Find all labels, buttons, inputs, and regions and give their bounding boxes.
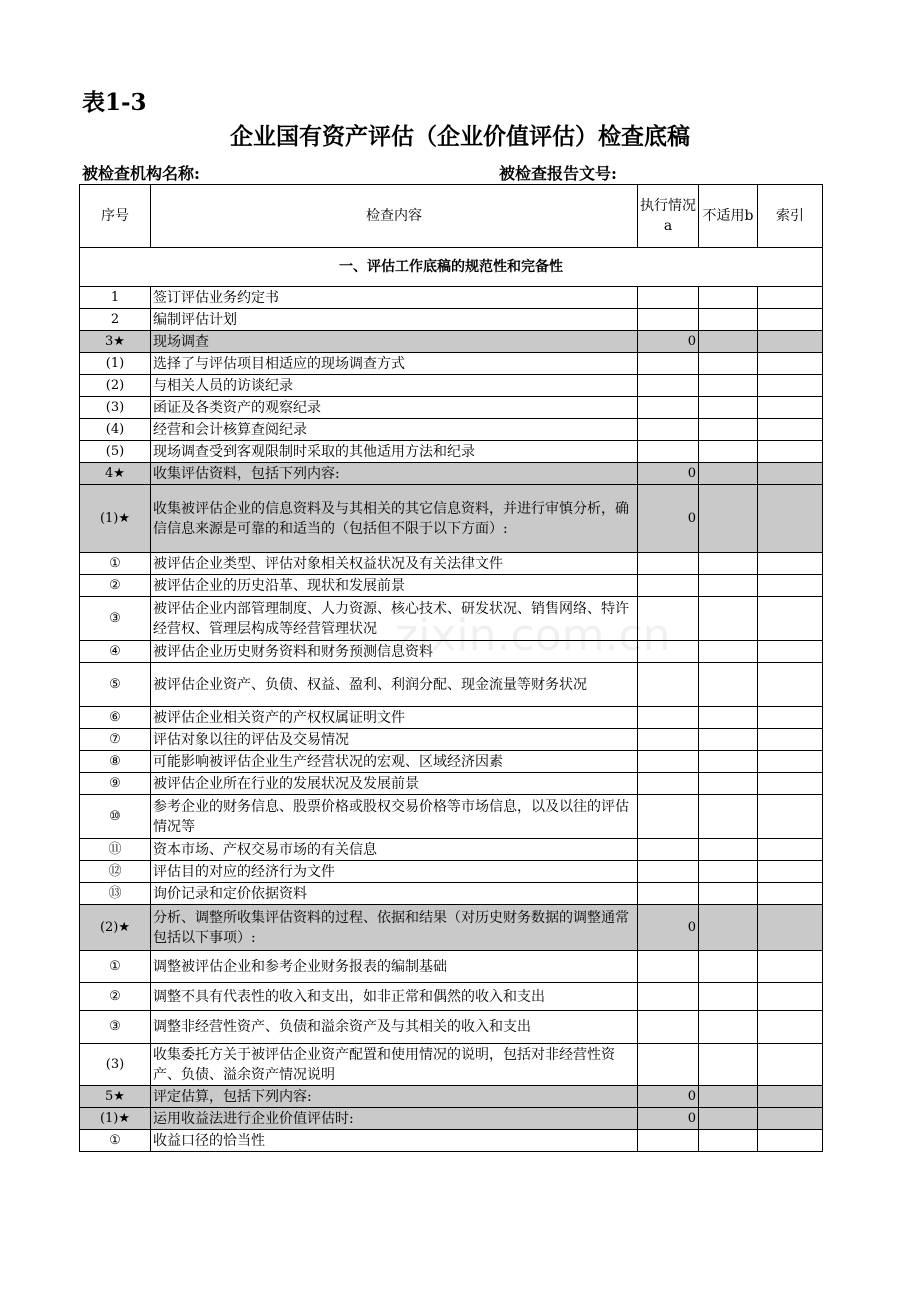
row-na (699, 1130, 758, 1152)
row-na (699, 861, 758, 883)
row-number: ① (80, 553, 151, 575)
row-content: 分析、调整所收集评估资料的过程、依据和结果（对历史财务数据的调整通常包括以下事项）: (151, 905, 638, 951)
row-content: 被评估企业内部管理制度、人力资源、核心技术、研发状况、销售网络、特许经营权、管理层构成等经营管理状况 (151, 597, 638, 641)
row-index (758, 1086, 823, 1108)
checklist-table (79, 184, 823, 1152)
row-content: 被评估企业历史财务资料和财务预测信息资料 (151, 641, 638, 663)
row-na (699, 773, 758, 795)
row-index (758, 397, 823, 419)
row-index (758, 463, 823, 485)
row-na (699, 641, 758, 663)
row-index (758, 773, 823, 795)
row-number: (4) (80, 419, 151, 441)
table-row (80, 795, 823, 839)
row-exec-status (638, 839, 699, 861)
row-number: (3) (80, 1044, 151, 1086)
row-index (758, 905, 823, 951)
row-number: 1 (80, 287, 151, 309)
row-number: ⑪ (80, 839, 151, 861)
col-header-index: 索引 (758, 185, 823, 248)
row-na (699, 597, 758, 641)
row-number: 2 (80, 309, 151, 331)
row-na (699, 729, 758, 751)
row-number: ⑤ (80, 663, 151, 707)
row-exec-status (638, 419, 699, 441)
row-exec-status (638, 707, 699, 729)
row-exec-status (638, 663, 699, 707)
row-number: (1) (80, 353, 151, 375)
row-content: 调整非经营性资产、负债和溢余资产及与其相关的收入和支出 (151, 1011, 638, 1044)
table-row (80, 951, 823, 983)
row-na (699, 485, 758, 553)
row-content: 询价记录和定价依据资料 (151, 883, 638, 905)
table-row (80, 309, 823, 331)
row-content: 被评估企业类型、评估对象相关权益状况及有关法律文件 (151, 553, 638, 575)
col-header-exec: 执行情况a (638, 185, 699, 248)
row-exec-status (638, 751, 699, 773)
row-number: (3) (80, 397, 151, 419)
row-exec-status (638, 553, 699, 575)
row-content: 运用收益法进行企业价值评估时: (151, 1108, 638, 1130)
table-row (80, 1011, 823, 1044)
row-content: 现场调查 (151, 331, 638, 353)
row-exec-status (638, 375, 699, 397)
row-content: 被评估企业相关资产的产权权属证明文件 (151, 707, 638, 729)
row-index (758, 553, 823, 575)
row-content: 现场调查受到客观限制时采取的其他适用方法和纪录 (151, 441, 638, 463)
row-number: (2)★ (80, 905, 151, 951)
row-content: 调整被评估企业和参考企业财务报表的编制基础 (151, 951, 638, 983)
table-row (80, 331, 823, 353)
row-exec-status (638, 729, 699, 751)
row-na (699, 707, 758, 729)
col-header-no: 序号 (80, 185, 151, 248)
table-row (80, 419, 823, 441)
row-number: ⑦ (80, 729, 151, 751)
table-row (80, 441, 823, 463)
row-na (699, 1044, 758, 1086)
table-row (80, 883, 823, 905)
row-exec-status: 0 (638, 485, 699, 553)
row-content: 收集委托方关于被评估企业资产配置和使用情况的说明，包括对非经营性资产、负债、溢余资产情况说明 (151, 1044, 638, 1086)
row-index (758, 353, 823, 375)
row-na (699, 905, 758, 951)
table-row (80, 641, 823, 663)
row-na (699, 287, 758, 309)
row-index (758, 1044, 823, 1086)
table-number: 表1-3 (82, 89, 147, 116)
header-row (80, 185, 823, 248)
row-na (699, 663, 758, 707)
row-number: ⑫ (80, 861, 151, 883)
table-row (80, 1044, 823, 1086)
row-content: 参考企业的财务信息、股票价格或股权交易价格等市场信息，以及以往的评估情况等 (151, 795, 638, 839)
document-title: 企业国有资产评估（企业价值评估）检查底稿 (230, 123, 690, 150)
row-exec-status: 0 (638, 463, 699, 485)
row-number: ⑨ (80, 773, 151, 795)
row-na (699, 1086, 758, 1108)
org-name-label: 被检查机构名称: (82, 164, 200, 183)
row-number: ① (80, 951, 151, 983)
row-index (758, 375, 823, 397)
table-row (80, 1130, 823, 1152)
section-title: 一、评估工作底稿的规范性和完备性 (80, 248, 823, 287)
row-na (699, 553, 758, 575)
row-index (758, 795, 823, 839)
row-index (758, 839, 823, 861)
row-exec-status (638, 1011, 699, 1044)
row-na (699, 375, 758, 397)
col-header-na: 不适用b (699, 185, 758, 248)
row-na (699, 353, 758, 375)
row-exec-status (638, 597, 699, 641)
row-na (699, 463, 758, 485)
row-number: ⑥ (80, 707, 151, 729)
row-index (758, 575, 823, 597)
section-row (80, 248, 823, 287)
row-exec-status (638, 641, 699, 663)
row-content: 被评估企业所在行业的发展状况及发展前景 (151, 773, 638, 795)
row-na (699, 795, 758, 839)
row-index (758, 751, 823, 773)
row-content: 经营和会计核算查阅纪录 (151, 419, 638, 441)
row-index (758, 883, 823, 905)
table-row (80, 729, 823, 751)
table-row (80, 773, 823, 795)
row-content: 可能影响被评估企业生产经营状况的宏观、区域经济因素 (151, 751, 638, 773)
row-number: (5) (80, 441, 151, 463)
row-exec-status: 0 (638, 905, 699, 951)
table-row (80, 1086, 823, 1108)
row-content: 评定估算，包括下列内容: (151, 1086, 638, 1108)
row-content: 评估目的对应的经济行为文件 (151, 861, 638, 883)
row-na (699, 983, 758, 1011)
row-index (758, 951, 823, 983)
row-index (758, 419, 823, 441)
row-number: ② (80, 575, 151, 597)
row-exec-status (638, 951, 699, 983)
row-number: ① (80, 1130, 151, 1152)
row-content: 与相关人员的访谈纪录 (151, 375, 638, 397)
row-na (699, 309, 758, 331)
row-exec-status (638, 575, 699, 597)
row-na (699, 839, 758, 861)
row-na (699, 751, 758, 773)
row-exec-status (638, 309, 699, 331)
table-row (80, 353, 823, 375)
row-index (758, 1011, 823, 1044)
row-number: ③ (80, 597, 151, 641)
table-row (80, 575, 823, 597)
table-row (80, 287, 823, 309)
svg-text:zixin.com.cn: zixin.com.cn (395, 610, 671, 660)
row-content: 评估对象以往的评估及交易情况 (151, 729, 638, 751)
row-na (699, 575, 758, 597)
row-exec-status (638, 773, 699, 795)
row-na (699, 883, 758, 905)
row-index (758, 331, 823, 353)
row-content: 被评估企业的历史沿革、现状和发展前景 (151, 575, 638, 597)
row-exec-status (638, 397, 699, 419)
row-content: 签订评估业务约定书 (151, 287, 638, 309)
rows-body (80, 287, 823, 1152)
row-number: ⑧ (80, 751, 151, 773)
row-na (699, 419, 758, 441)
row-index (758, 485, 823, 553)
row-content: 收益口径的恰当性 (151, 1130, 638, 1152)
row-na (699, 331, 758, 353)
table-row (80, 839, 823, 861)
row-index (758, 287, 823, 309)
row-number: (2) (80, 375, 151, 397)
row-number: ② (80, 983, 151, 1011)
row-index (758, 641, 823, 663)
row-exec-status (638, 983, 699, 1011)
row-exec-status: 0 (638, 1108, 699, 1130)
row-na (699, 1108, 758, 1130)
row-number: ③ (80, 1011, 151, 1044)
row-na (699, 397, 758, 419)
row-exec-status (638, 1130, 699, 1152)
table-row (80, 375, 823, 397)
row-number: 3★ (80, 331, 151, 353)
table-row (80, 463, 823, 485)
table-row (80, 1108, 823, 1130)
row-number: (1)★ (80, 1108, 151, 1130)
table-row (80, 905, 823, 951)
row-content: 收集评估资料，包括下列内容: (151, 463, 638, 485)
row-index (758, 663, 823, 707)
row-content: 资本市场、产权交易市场的有关信息 (151, 839, 638, 861)
report-number-label: 被检查报告文号: (499, 164, 617, 183)
row-na (699, 1011, 758, 1044)
row-exec-status: 0 (638, 1086, 699, 1108)
table-row (80, 597, 823, 641)
row-number: ⑬ (80, 883, 151, 905)
row-index (758, 1108, 823, 1130)
row-number: ⑩ (80, 795, 151, 839)
row-number: (1)★ (80, 485, 151, 553)
table-row (80, 553, 823, 575)
row-exec-status: 0 (638, 331, 699, 353)
row-exec-status (638, 287, 699, 309)
row-content: 收集被评估企业的信息资料及与其相关的其它信息资料，并进行审慎分析，确信信息来源是可靠的和适当的（包括但不限于以下方面）: (151, 485, 638, 553)
row-content: 被评估企业资产、负债、权益、盈利、利润分配、现金流量等财务状况 (151, 663, 638, 707)
row-exec-status (638, 883, 699, 905)
table-row (80, 707, 823, 729)
row-number: ④ (80, 641, 151, 663)
row-content: 调整不具有代表性的收入和支出，如非正常和偶然的收入和支出 (151, 983, 638, 1011)
row-exec-status (638, 353, 699, 375)
col-header-content: 检查内容 (151, 185, 638, 248)
table-row (80, 983, 823, 1011)
row-content: 函证及各类资产的观察纪录 (151, 397, 638, 419)
row-na (699, 951, 758, 983)
row-index (758, 1130, 823, 1152)
row-index (758, 309, 823, 331)
row-index (758, 729, 823, 751)
table-row (80, 397, 823, 419)
row-content: 选择了与评估项目相适应的现场调查方式 (151, 353, 638, 375)
row-index (758, 441, 823, 463)
row-exec-status (638, 795, 699, 839)
row-na (699, 441, 758, 463)
row-number: 4★ (80, 463, 151, 485)
row-number: 5★ (80, 1086, 151, 1108)
row-index (758, 707, 823, 729)
table-row (80, 663, 823, 707)
row-exec-status (638, 441, 699, 463)
table-row (80, 861, 823, 883)
table-row (80, 485, 823, 553)
table-row (80, 751, 823, 773)
row-index (758, 861, 823, 883)
row-index (758, 983, 823, 1011)
row-content: 编制评估计划 (151, 309, 638, 331)
row-exec-status (638, 861, 699, 883)
row-exec-status (638, 1044, 699, 1086)
row-index (758, 597, 823, 641)
